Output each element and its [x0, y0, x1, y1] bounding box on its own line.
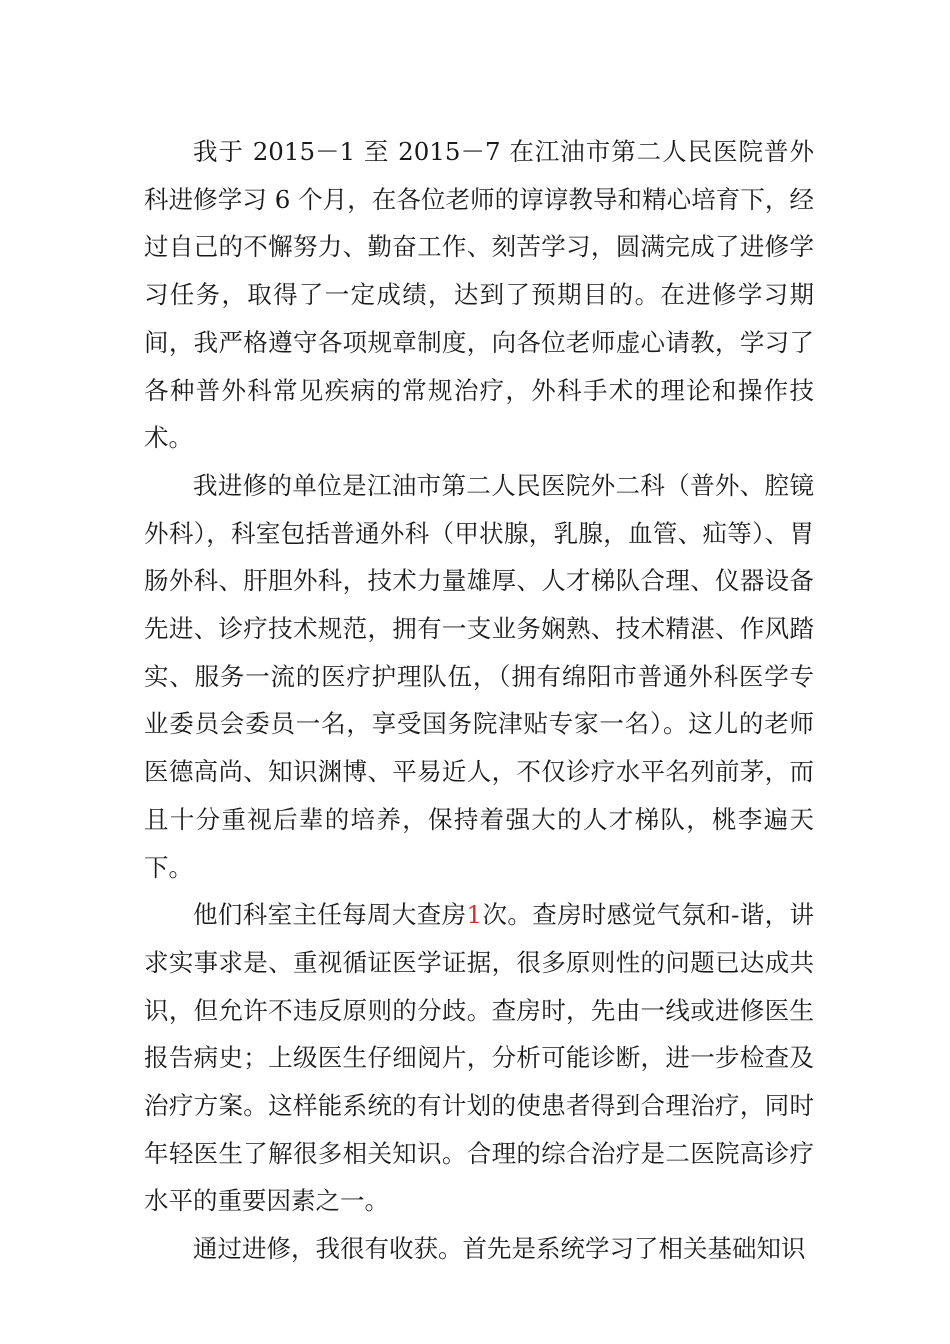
- paragraph-3-rest: 次。查房时感觉气氛和-谐，讲求实事求是、重视循证医学证据，很多原则性的问题已达成共识，但允许不违反原则的分歧。查房时，先由一线或进修医生报告病史；上级医生仔细阅片，分析可能诊断，进一步检查及治疗方案。这样能系统的有计划的使患者得到合理治疗，同时年轻医生了解很多相关知识。合理的综合治疗是二医院高诊疗水平的重要因素之一。: [144, 900, 814, 1216]
- highlighted-number: 1: [466, 900, 483, 930]
- paragraph-3-lead: 他们科室主任每周大查房: [193, 900, 467, 930]
- paragraph-1: 我于 2015－1 至 2015－7 在江油市第二人民医院普外科进修学习 6 个月，在各位老师的谆谆教导和精心培育下，经过自己的不懈努力、勤奋工作、刻苦学习，圆满完成了进修学习任务，取得了一定成绩，达到了预期目的。在进修学习期间，我严格遵守各项规章制度，向各位老师虚心请教，学习了各种普外科常见疾病的常规治疗，外科手术的理论和操作技术。: [144, 137, 814, 453]
- paragraph-3: [144, 891, 814, 1225]
- paragraph-2: 我进修的单位是江油市第二人民医院外二科（普外、腔镜外科），科室包括普通外科（甲状腺，乳腺，血管、疝等）、胃肠外科、肝胆外科，技术力量雄厚、人才梯队合理、仪器设备先进、诊疗技术规范，拥有一支业务娴熟、技术精湛、作风踏实、服务一流的医疗护理队伍，（拥有绵阳市普通外科医学专业委员会委员一名，享受国务院津贴专家一名）。这儿的老师医德高尚、知识渊博、平易近人，不仅诊疗水平名列前茅，而且十分重视后辈的培养，保持着强大的人才梯队，桃李遍天下。: [144, 470, 814, 882]
- document-body: [144, 128, 814, 1273]
- paragraph-4: 通过进修，我很有收获。首先是系统学习了相关基础知识: [193, 1234, 806, 1264]
